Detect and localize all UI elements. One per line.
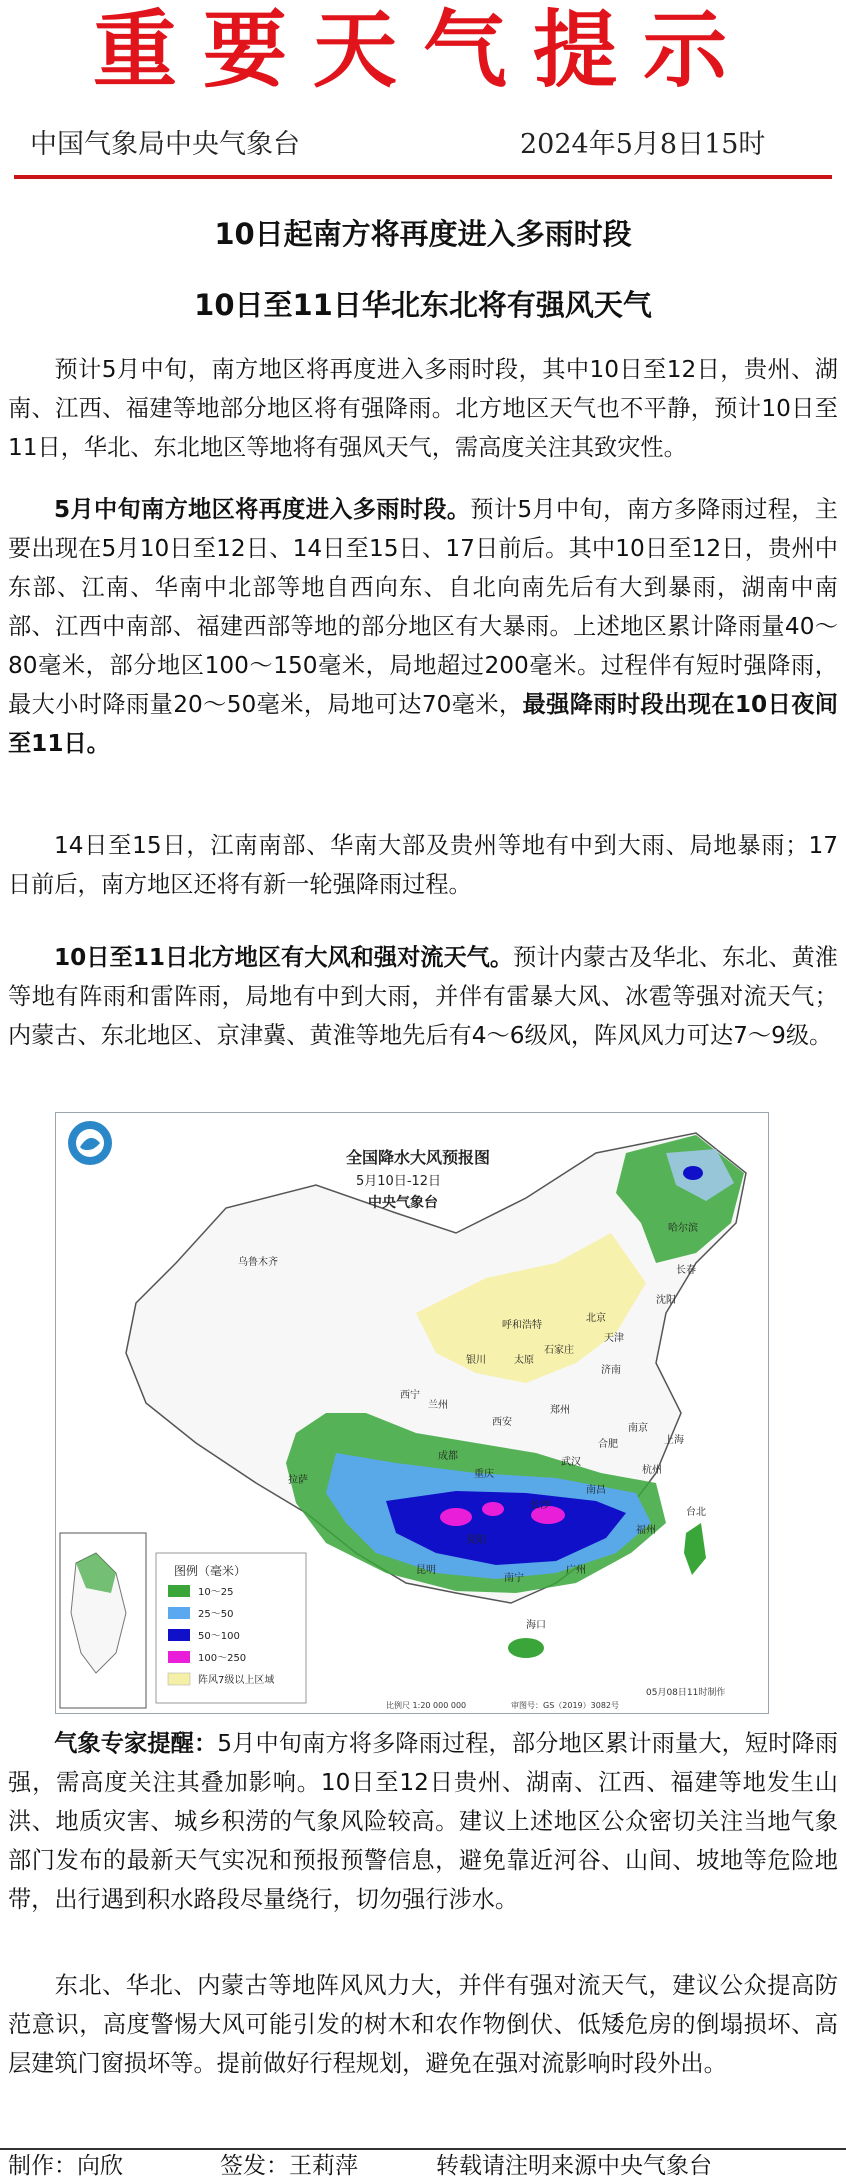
city-label: 贵阳 [466, 1535, 486, 1546]
paragraph-2-lead: 5月中旬南方地区将再度进入多雨时段。 [54, 496, 471, 523]
city-label: 海口 [526, 1620, 546, 1631]
city-label: 拉萨 [288, 1475, 308, 1486]
city-label: 兰州 [428, 1400, 448, 1411]
city-label: 北京 [586, 1313, 606, 1324]
paragraph-2-text: 预计5月中旬，南方多降雨过程，主要出现在5月10日至12日、14日至15日、17日前后。其中10日至12日，贵州中东部、江南、华南中北部等地自西向东、自北向南先后有大到暴雨，湖南中南部、江西中南部、福建西部等地的部分地区有大暴雨。上述地区累计降雨量40～80毫米，部分地区100～150毫米，局地超过200毫米。过程伴有短时强降雨，最大小时降雨量20～50毫米，局地可达70毫米， [8, 496, 838, 718]
document-title: 重要天气提示 [92, 0, 753, 99]
city-label: 广州 [566, 1565, 586, 1576]
city-label: 郑州 [550, 1405, 570, 1416]
city-label: 台北 [686, 1507, 706, 1518]
paragraph-1-text: 预计5月中旬，南方地区将再度进入多雨时段，其中10日至12日，贵州、湖南、江西、福建等地部分地区将有强降雨。北方地区天气也不平静，预计10日至11日，华北、东北地区等地将有强风天气，需高度关注其致灾性。 [8, 356, 838, 461]
city-label: 上海 [664, 1435, 684, 1446]
city-label: 西宁 [400, 1390, 420, 1401]
city-label: 长沙 [530, 1500, 550, 1511]
paragraph-4 [8, 938, 838, 1055]
legend-item-label: 50～100 [198, 1631, 240, 1642]
paragraph-6-text: 东北、华北、内蒙古等地阵风风力大，并伴有强对流天气，建议公众提高防范意识，高度警惕大风可能引发的树木和农作物倒伏、低矮危房的倒塌损坏、高层建筑门窗损坏等。提前做好行程规划，避免在强对流影响时段外出。 [8, 1972, 838, 2077]
legend-item-label: 10～25 [198, 1587, 234, 1598]
paragraph-2-tail: 最强降雨时段出现在10日夜间至11日。 [8, 691, 838, 757]
paragraph-4-text: 预计内蒙古及华北、东北、黄淮等地有阵雨和雷阵雨，局地有中到大雨，并伴有雷暴大风、冰雹等强对流天气；内蒙古、东北地区、京津冀、黄淮等地先后有4～6级风，阵风风力可达7～9级。 [8, 944, 838, 1049]
map-approval: 审图号：GS（2019）3082号 [511, 1701, 619, 1710]
city-label: 重庆 [474, 1469, 494, 1480]
city-label: 呼和浩特 [502, 1320, 542, 1331]
city-label: 哈尔滨 [668, 1223, 698, 1234]
city-label: 合肥 [598, 1439, 618, 1450]
legend-title: 图例（毫米） [174, 1564, 247, 1578]
city-label: 西安 [492, 1417, 512, 1428]
city-label: 乌鲁木齐 [238, 1257, 278, 1268]
forecast-map [55, 1112, 769, 1714]
city-label: 武汉 [561, 1457, 581, 1468]
map-made-time: 05月08日11时制作 [646, 1688, 726, 1698]
city-label: 成都 [438, 1451, 458, 1462]
legend-item-label: 100～250 [198, 1653, 247, 1664]
map-title: 全国降水大风预报图 [346, 1148, 491, 1167]
city-label: 杭州 [642, 1465, 662, 1476]
city-label: 南京 [628, 1423, 648, 1434]
paragraph-5 [8, 1724, 838, 1919]
city-label: 南昌 [586, 1485, 606, 1496]
city-label: 济南 [601, 1365, 621, 1376]
city-label: 天津 [604, 1333, 624, 1344]
legend-item-label: 阵风7级以上区域 [198, 1675, 275, 1686]
city-label: 石家庄 [544, 1345, 574, 1356]
paragraph-3-text: 14日至15日，江南南部、华南大部及贵州等地有中到大雨、局地暴雨；17日前后，南方地区还将有新一轮强降雨过程。 [8, 832, 838, 898]
footer-signed-by: 签发：王莉萍 [220, 2153, 358, 2179]
city-label: 南宁 [504, 1573, 524, 1584]
city-label: 福州 [636, 1525, 656, 1536]
paragraph-6 [8, 1966, 838, 2083]
map-scale: 比例尺 1:20 000 000 [386, 1701, 467, 1710]
forecast-map-svg [56, 1113, 768, 1713]
map-issuer: 中央气象台 [368, 1195, 438, 1211]
city-label: 昆明 [416, 1565, 436, 1576]
footer-note: 转载请注明来源中央气象台 [436, 2153, 712, 2179]
city-label: 长春 [676, 1265, 696, 1276]
city-label: 太原 [514, 1355, 534, 1366]
header-rule [14, 175, 832, 179]
headline-1: 10日起南方将再度进入多雨时段 [214, 217, 632, 251]
agency-name: 中国气象局中央气象台 [30, 129, 300, 160]
paragraph-2 [8, 490, 838, 763]
legend-item-label: 25～50 [198, 1609, 234, 1620]
paragraph-5-lead: 气象专家提醒： [54, 1730, 218, 1757]
footer-rule [0, 2148, 846, 2150]
issue-datetime: 2024年5月8日15时 [520, 129, 766, 160]
city-label: 沈阳 [656, 1295, 676, 1306]
paragraph-3 [8, 826, 838, 904]
headline-2: 10日至11日华北东北将有强风天气 [194, 288, 652, 322]
city-label: 银川 [466, 1355, 486, 1366]
paragraph-4-lead: 10日至11日北方地区有大风和强对流天气。 [54, 944, 514, 971]
footer-made-by: 制作：向欣 [8, 2153, 123, 2179]
paragraph-5-text: 5月中旬南方将多降雨过程，部分地区累计雨量大，短时降雨强，需高度关注其叠加影响。10日至12日贵州、湖南、江西、福建等地发生山洪、地质灾害、城乡积涝的气象风险较高。建议上述地区公众密切关注当地气象部门发布的最新天气实况和预报预警信息，避免靠近河谷、山间、坡地等危险地带，出行遇到积水路段尽量绕行，切勿强行涉水。 [8, 1730, 839, 1913]
map-dates: 5月10日-12日 [356, 1174, 442, 1189]
paragraph-1 [8, 350, 838, 467]
